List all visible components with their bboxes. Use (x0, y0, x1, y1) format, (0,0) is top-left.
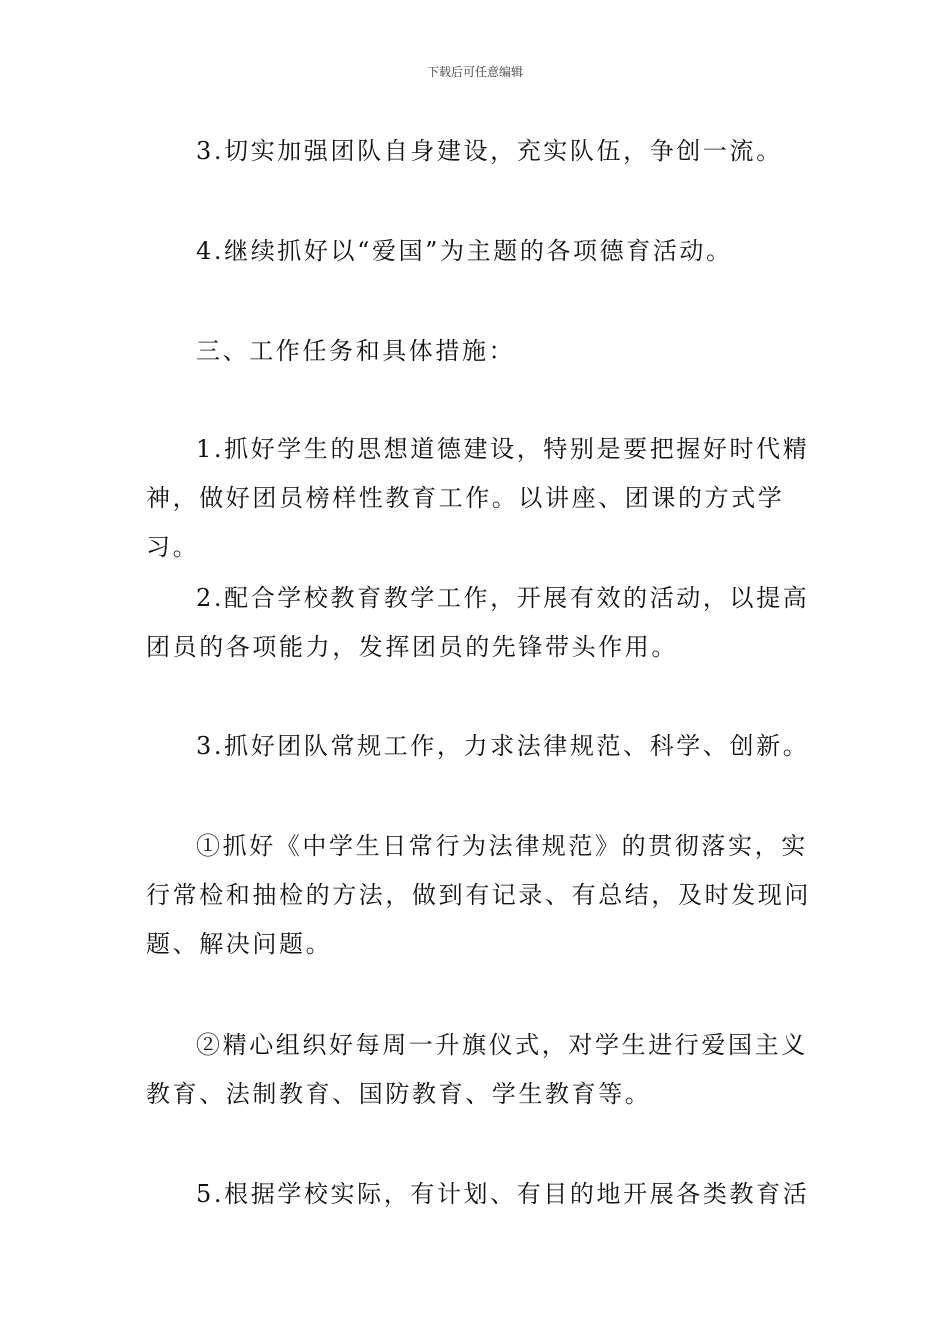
page-header: 下载后可任意编辑 (426, 65, 523, 79)
paragraph-task-1-moral-building: 1.抓好学生的思想道德建设，特别是要把握好时代精神，做好团员榜样性教育工作。以讲座、团课的方式学习。 (146, 435, 810, 561)
paragraph-item-3-team-building: 3.切实加强团队自身建设，充实队伍，争创一流。 (196, 137, 783, 165)
section-heading-tasks-measures: 三、工作任务和具体措施： (196, 337, 516, 365)
paragraph-task-2-cooperate-teaching: 2.配合学校教育教学工作，开展有效的活动，以提高团员的各项能力，发挥团员的先锋带头作用。 (146, 584, 810, 661)
paragraph-subitem-2-flag-ceremony: ②精心组织好每周一升旗仪式，对学生进行爱国主义教育、法制教育、国防教育、学生教育等。 (146, 1031, 808, 1108)
paragraph-item-4-patriotic-education: 4.继续抓好以“爱国”为主题的各项德育活动。 (196, 237, 733, 265)
paragraph-task-5-activities: 5.根据学校实际，有计划、有目的地开展各类教育活 (196, 1180, 810, 1208)
paragraph-task-3-routine-work: 3.抓好团队常规工作，力求法律规范、科学、创新。 (196, 732, 810, 760)
paragraph-subitem-1-code-of-conduct: ①抓好《中学生日常行为法律规范》的贯彻落实，实行常检和抽检的方法，做到有记录、有总结，及时发现问题、解决问题。 (146, 832, 811, 958)
